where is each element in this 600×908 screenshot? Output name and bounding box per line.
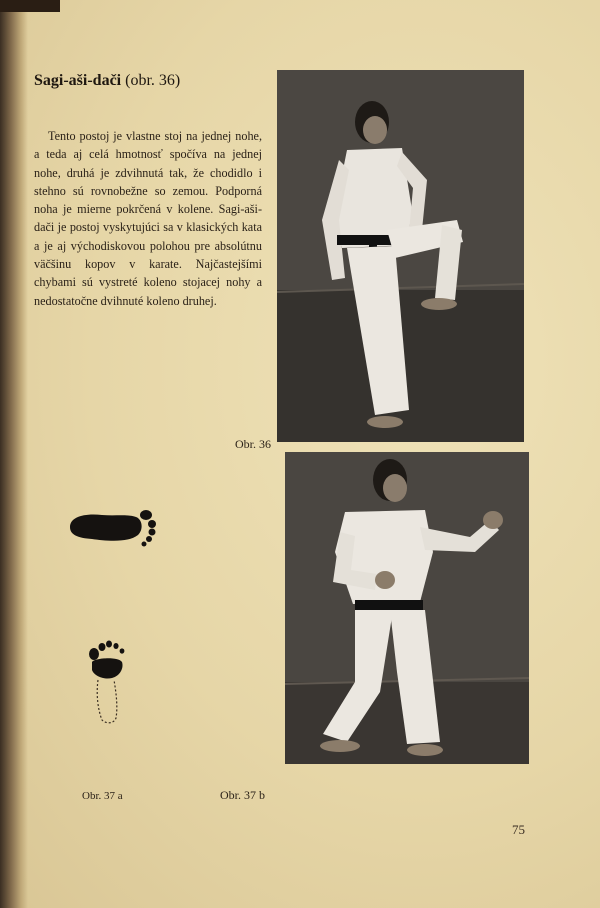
caption-obr-37a: Obr. 37 a: [82, 790, 123, 802]
caption-obr-37b: Obr. 37 b: [220, 788, 265, 802]
page-number: 75: [512, 822, 525, 837]
page-top-edge: [0, 0, 60, 12]
heading-title: Sagi-aši-dači: [34, 72, 122, 89]
body-paragraph: Tento postoj je vlastne stoj na jednej nohe, a teda aj celá hmotnosť spočíva na jednej nohe, druhá je zdvihnutá tak, že chodidlo i stehno sú rovnobežne so zemou. Podporná noha je mierne pokrčená v kolene. Sagi-aši-dači je postoj vyskytujúci sa v klasických kata a je aj východiskovou polohou pre absolútnu väčšinu kopov v karate. Najčastejšími chybami sú vystreté koleno stojacej nohy a nedostatočne dvihnuté koleno druhej.: [34, 129, 262, 308]
karateka-crane-illustration: [277, 70, 524, 442]
karateka-guard-illustration: [285, 452, 529, 764]
page-gutter-shadow: [0, 0, 28, 908]
heading-figure-ref: (obr. 36): [125, 72, 181, 89]
caption-obr-36: Obr. 36: [235, 437, 271, 451]
photo-guard-stance: [285, 452, 529, 764]
section-heading: [34, 72, 180, 90]
footprint-side-icon: [66, 505, 158, 547]
footprint-front-icon: [86, 640, 130, 726]
photo-crane-stance: [277, 70, 524, 442]
